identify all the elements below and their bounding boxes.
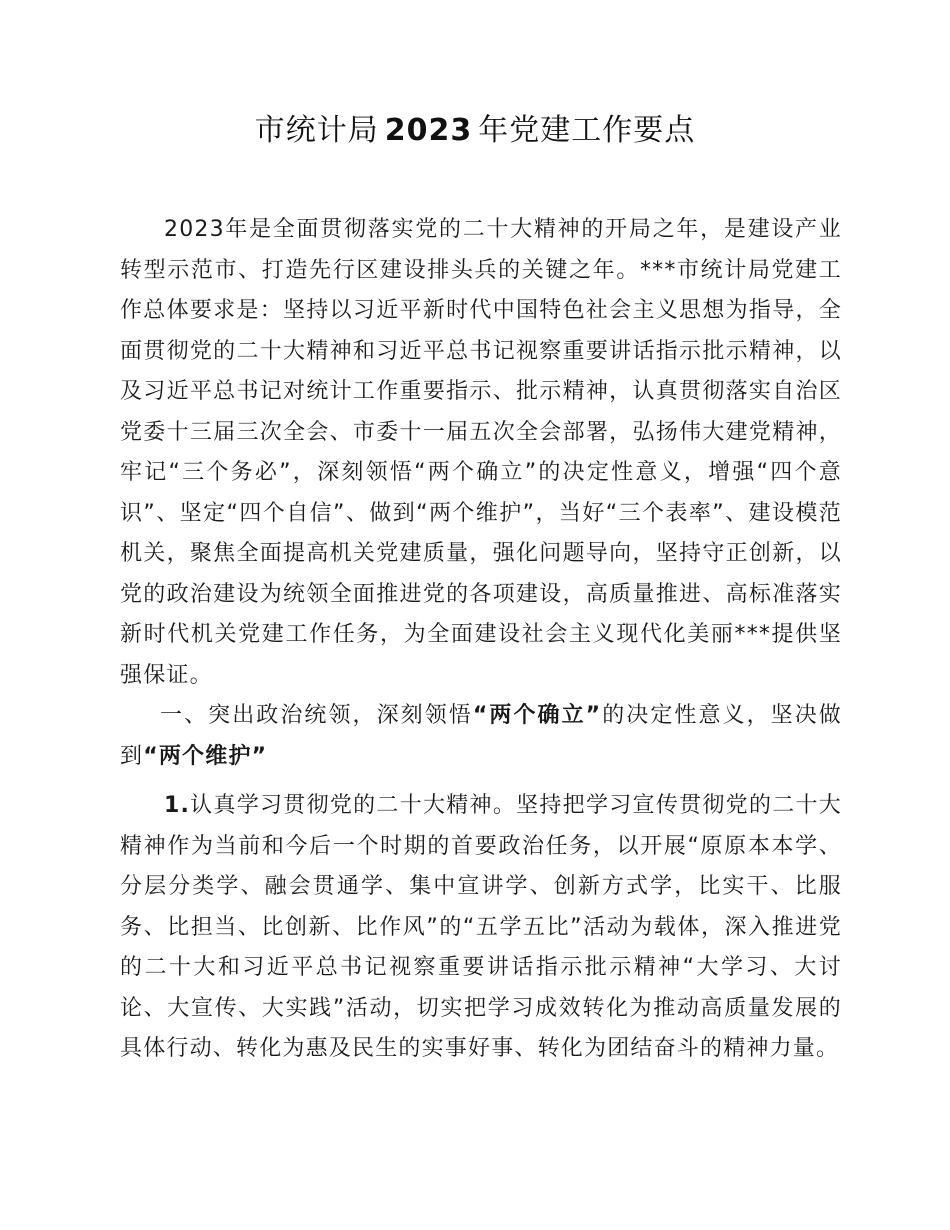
title-suffix: 年党建工作要点 xyxy=(478,113,696,148)
page-title xyxy=(0,108,950,154)
section-heading-text-a: 一、突出政治统领，深刻领悟 xyxy=(160,703,473,728)
section-heading-1 xyxy=(120,696,842,777)
title-prefix: 市统计局 xyxy=(254,113,379,148)
document-body xyxy=(120,210,842,1070)
item-paragraph-1 xyxy=(120,786,842,1070)
section-heading-quote-b: “两个维护” xyxy=(143,743,268,769)
item-number: 1. xyxy=(164,793,191,818)
title-year: 2023 xyxy=(384,113,473,148)
item-text: 认真学习贯彻党的二十大精神。坚持把学习宣传贯彻党的二十大精神作为当前和今后一个时期的首要政治任务，以开展“原原本本学、分层分类学、融会贯通学、集中宣讲学、创新方式学，比实干、比服务、比担当、比创新、比作风”的“五学五比”活动为载体，深入推进党的二十大和习近平总书记视察重要讲话指示批示精神“大学习、大讨论、大宣传、大实践”活动，切实把学习成效转化为推动高质量发展的具体行动、转化为惠及民生的实事好事、转化为团结奋斗的精神力量。 xyxy=(120,793,842,1061)
section-heading-text-b: 的决定性意义，坚决做到 xyxy=(120,703,842,769)
intro-paragraph: 2023年是全面贯彻落实党的二十大精神的开局之年，是建设产业转型示范市、打造先行区建设排头兵的关键之年。***市统计局党建工作总体要求是：坚持以习近平新时代中国特色社会主义思想为指导，全面贯彻党的二十大精神和习近平总书记视察重要讲话指示批示精神，以及习近平总书记对统计工作重要指示、批示精神，认真贯彻落实自治区党委十三届三次全会、市委十一届五次全会部署，弘扬伟大建党精神，牢记“三个务必”，深刻领悟“两个确立”的决定性意义，增强“四个意识”、坚定“四个自信”、做到“两个维护”，当好“三个表率”、建设模范机关，聚焦全面提高机关党建质量，强化问题导向，坚持守正创新，以党的政治建设为统领全面推进党的各项建设，高质量推进、高标准落实新时代机关党建工作任务，为全面建设社会主义现代化美丽***提供坚强保证。 xyxy=(120,217,842,688)
section-heading-quote-a: “两个确立” xyxy=(472,703,602,728)
